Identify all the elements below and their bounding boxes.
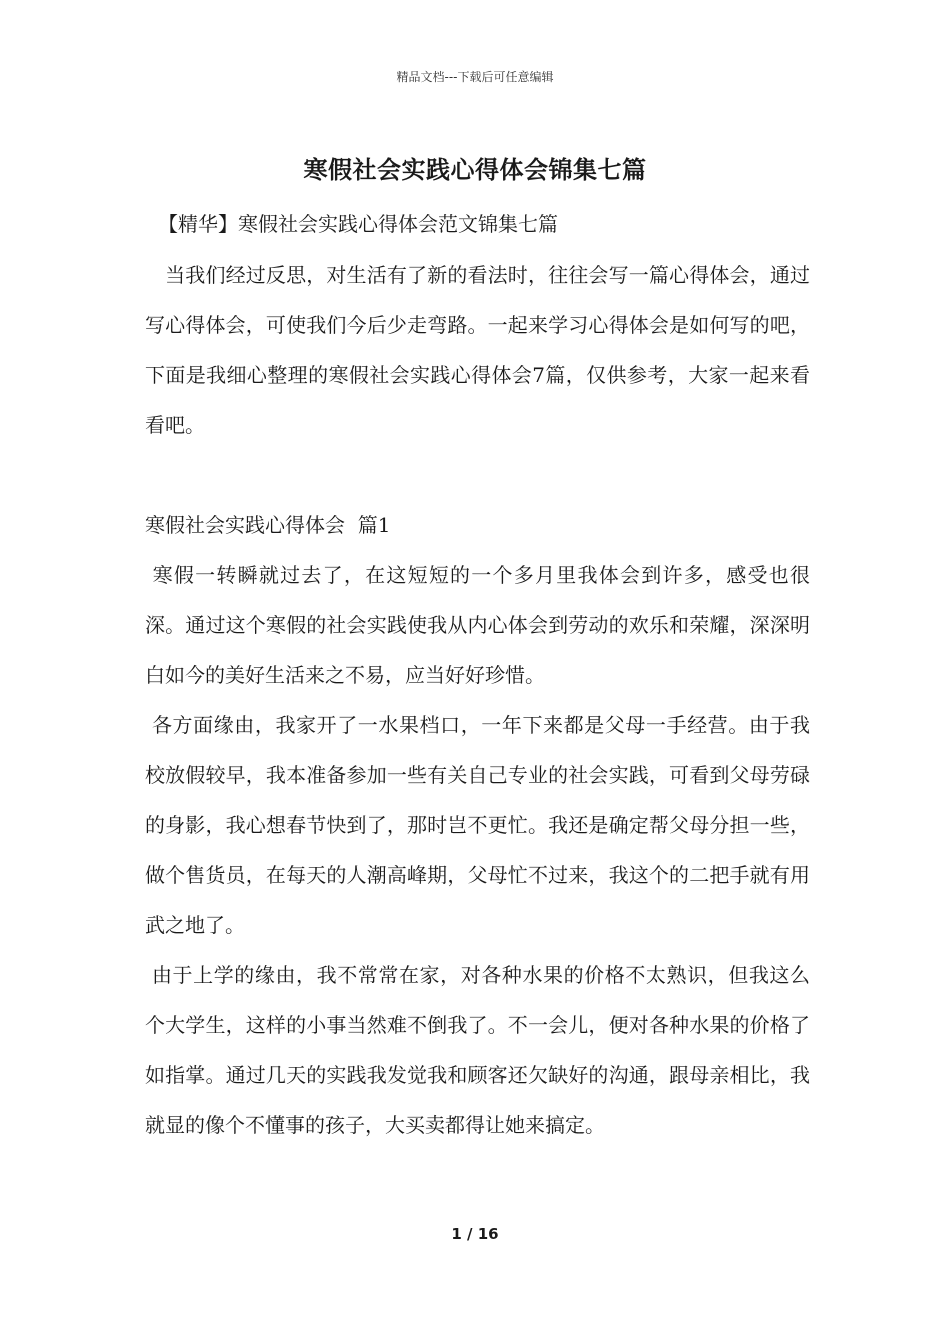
page-header-note: 精品文档---下载后可任意编辑 <box>396 70 554 84</box>
body-paragraph: 由于上学的缘由，我不常常在家，对各种水果的价格不太熟识，但我这么个大学生，这样的小事当然难不倒我了。不一会儿，便对各种水果的价格了如指掌。通过几天的实践我发觉我和顾客还欠缺好的沟通，跟母亲相比，我就显的像个不懂事的孩子，大买卖都得让她来搞定。 <box>145 963 811 1137</box>
intro-paragraph: 当我们经过反思，对生活有了新的看法时，往往会写一篇心得体会，通过写心得体会，可使我们今后少走弯路。一起来学习心得体会是如何写的吧，下面是我细心整理的寒假社会实践心得体会7篇，仅供参考，大家一起来看看吧。 <box>145 263 810 437</box>
document-subtitle: 【精华】寒假社会实践心得体会范文锦集七篇 <box>158 212 558 236</box>
body-paragraph: 寒假一转瞬就过去了，在这短短的一个多月里我体会到许多，感受也很深。通过这个寒假的社会实践使我从内心体会到劳动的欢乐和荣耀，深深明白如今的美好生活来之不易，应当好好珍惜。 <box>145 563 811 687</box>
section-heading: 寒假社会实践心得体会 篇1 <box>145 513 391 537</box>
document-body <box>145 250 810 1150</box>
body-paragraph: 各方面缘由，我家开了一水果档口，一年下来都是父母一手经营。由于我校放假较早，我本准备参加一些有关自己专业的社会实践，可看到父母劳碌的身影，我心想春节快到了，那时岂不更忙。我还是确定帮父母分担一些，做个售货员，在每天的人潮高峰期，父母忙不过来，我这个的二把手就有用武之地了。 <box>145 713 811 937</box>
page-number: 1 / 16 <box>451 1225 499 1243</box>
document-title: 寒假社会实践心得体会锦集七篇 <box>303 155 647 184</box>
